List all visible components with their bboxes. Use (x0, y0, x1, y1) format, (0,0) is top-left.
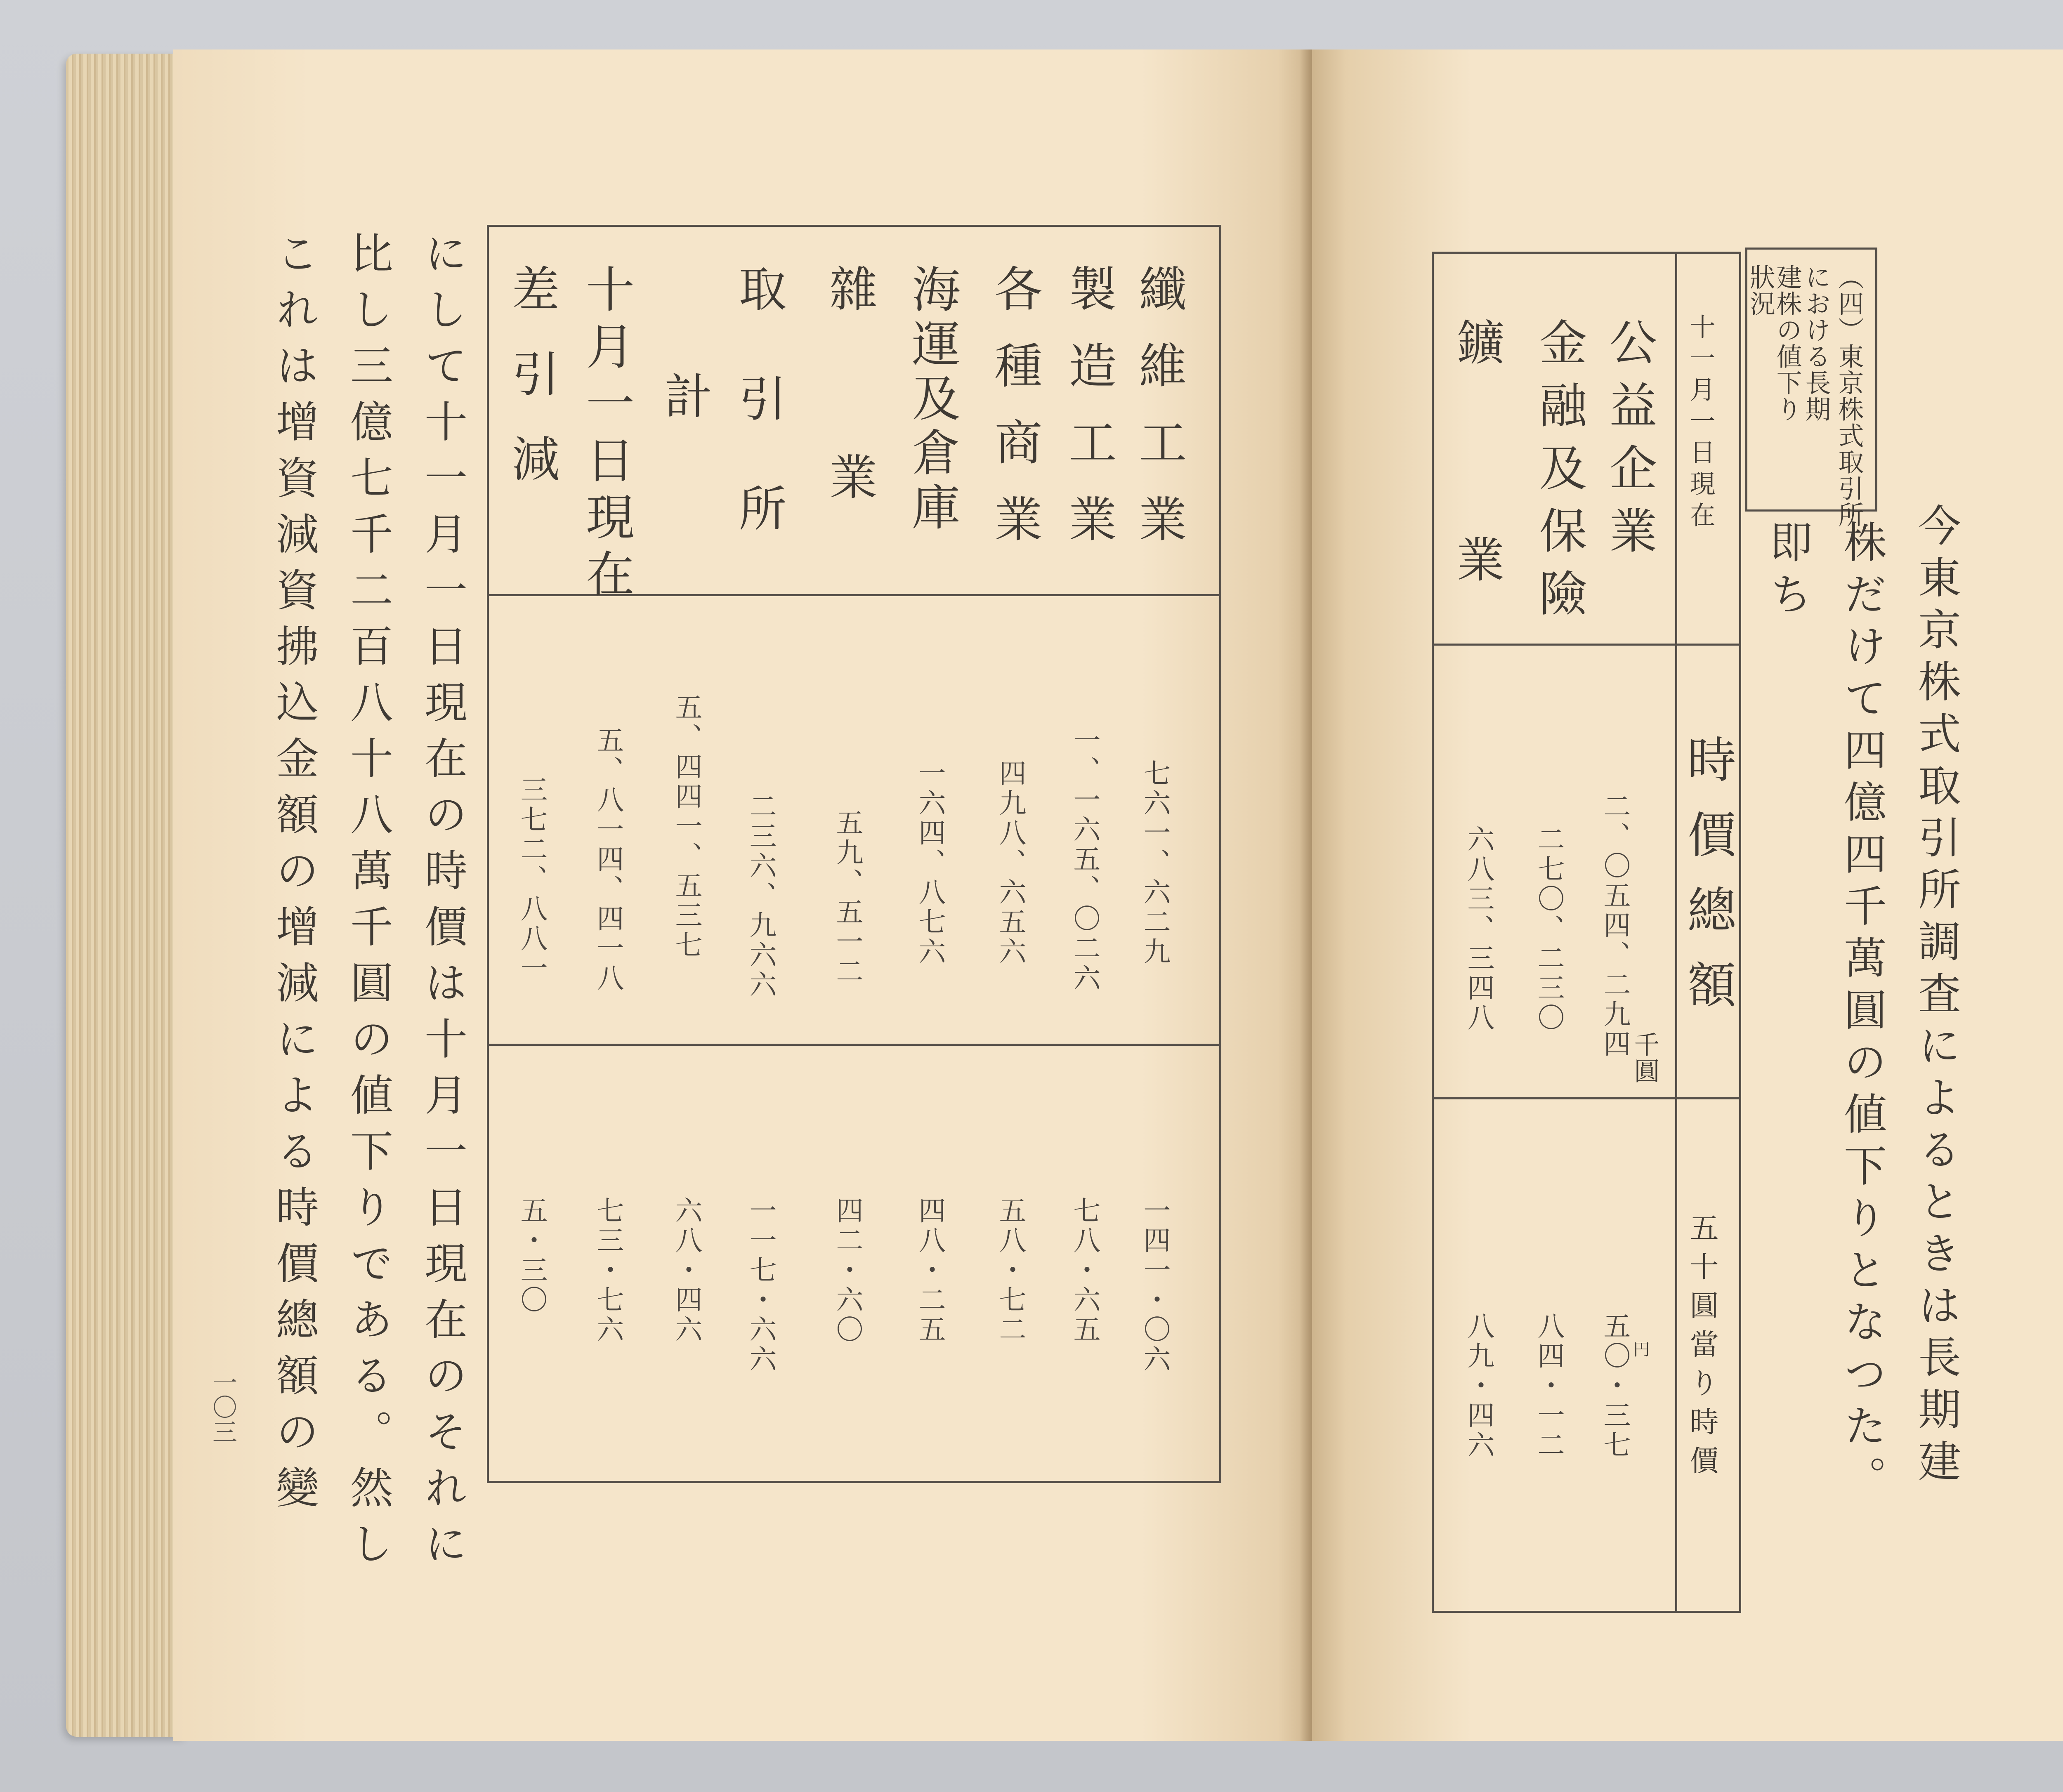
left-time-value-exchange: 二三六、九六六 (745, 792, 777, 1000)
page-stack-left-edge (66, 54, 186, 1737)
right-body-column-3: 今東京株式取引所調査によるときは長期建 (1911, 503, 1961, 1491)
left-time-value-commerce: 四九八、六五六 (994, 759, 1026, 967)
right-table-header-divider (1675, 252, 1677, 1611)
left-time-value-manufacturing: 一、一六五、〇二六 (1069, 726, 1100, 993)
left-row-label-total: 計 (656, 371, 712, 448)
left-per-share-commerce: 五八・七二 (994, 1196, 1026, 1345)
left-time-value-total: 五、四四一、五三七 (670, 693, 702, 960)
right-row-label-finance: 金融及保險 (1531, 318, 1587, 631)
right-time-value-mining: 六八三、三四八 (1463, 825, 1494, 1033)
right-per-share-finance: 八四・一二 (1533, 1312, 1565, 1460)
right-row-label-utilities: 公益企業 (1601, 318, 1657, 568)
left-time-value-difference: 三七二、八八一 (516, 776, 548, 983)
table-title-line-3: 建株の値下り (1772, 264, 1802, 422)
right-unit-yen: 円 (1631, 1341, 1650, 1358)
table-title-line-2: における長期 (1801, 264, 1831, 422)
left-row-label-manufacturing: 製造工業 (1061, 264, 1116, 571)
right-per-share-header: 五十圓當り時價 (1685, 1213, 1719, 1484)
right-unit-thousand: 千圓 (1630, 1031, 1660, 1084)
left-table-divider-2 (487, 1044, 1219, 1046)
left-per-share-manufacturing: 七八・六五 (1069, 1196, 1100, 1345)
left-page (173, 50, 1312, 1741)
right-table-date-header: 十一月一日現在 (1685, 314, 1716, 533)
left-row-label-misc: 雜業 (821, 264, 877, 640)
right-time-value-finance: 二七〇、二三〇 (1533, 825, 1565, 1033)
left-row-label-oct1: 十月一日現在 (578, 264, 635, 606)
left-row-label-shipping: 海運及倉庫 (904, 264, 961, 536)
left-row-label-exchange: 取引所 (731, 264, 786, 593)
right-page (1312, 50, 2063, 1741)
left-row-label-textile: 纖維工業 (1131, 264, 1187, 571)
right-time-value-utilities: 二、〇五四、二九四 (1599, 792, 1631, 1059)
left-body-column-2: 比し三億七千二百八十八萬千圓の値下りである。然し (343, 231, 393, 1577)
left-per-share-shipping: 四八・二五 (914, 1196, 946, 1345)
table-title-line-1: （四）東京株式取引所 (1834, 264, 1864, 528)
right-body-column-4: 株だけて四億四千萬圓の値下りとなつた。 (1836, 520, 1887, 1507)
right-per-share-mining: 八九・四六 (1463, 1312, 1494, 1460)
left-per-share-difference: 五・三〇 (516, 1196, 548, 1315)
left-body-column-1: にして十一月一日現在の時價は十月一日現在のそれに (417, 231, 467, 1577)
left-per-share-misc: 四二・六〇 (831, 1196, 863, 1345)
left-per-share-textile: 一四一・〇六 (1139, 1196, 1171, 1375)
right-body-column-5: 即ち (1762, 520, 1813, 624)
right-table-divider-2 (1432, 1097, 1739, 1099)
left-body-column-3: これは增資減資拂込金額の增減による時價總額の變 (269, 231, 319, 1521)
left-page-number: 一〇三 (208, 1370, 237, 1444)
left-time-value-shipping: 一六四、八七六 (914, 759, 946, 967)
left-per-share-oct1: 七三・七六 (592, 1196, 624, 1345)
right-value-header: 時價總額 (1679, 734, 1736, 1035)
left-time-value-textile: 七六一、六二九 (1139, 759, 1171, 967)
left-per-share-total: 六八・四六 (670, 1196, 702, 1345)
left-per-share-exchange: 一一七・六六 (745, 1196, 777, 1375)
table-title-line-4: 狀況 (1745, 264, 1775, 317)
left-row-label-difference: 差引減 (504, 264, 559, 519)
left-row-label-commerce: 各種商業 (987, 264, 1042, 571)
left-time-value-misc: 五九、五一二 (831, 809, 863, 987)
right-row-label-mining: 鑛業 (1449, 318, 1504, 752)
right-per-share-utilities: 五〇・三七 (1599, 1312, 1631, 1460)
left-time-value-oct1: 五、八一四、四一八 (592, 726, 624, 993)
